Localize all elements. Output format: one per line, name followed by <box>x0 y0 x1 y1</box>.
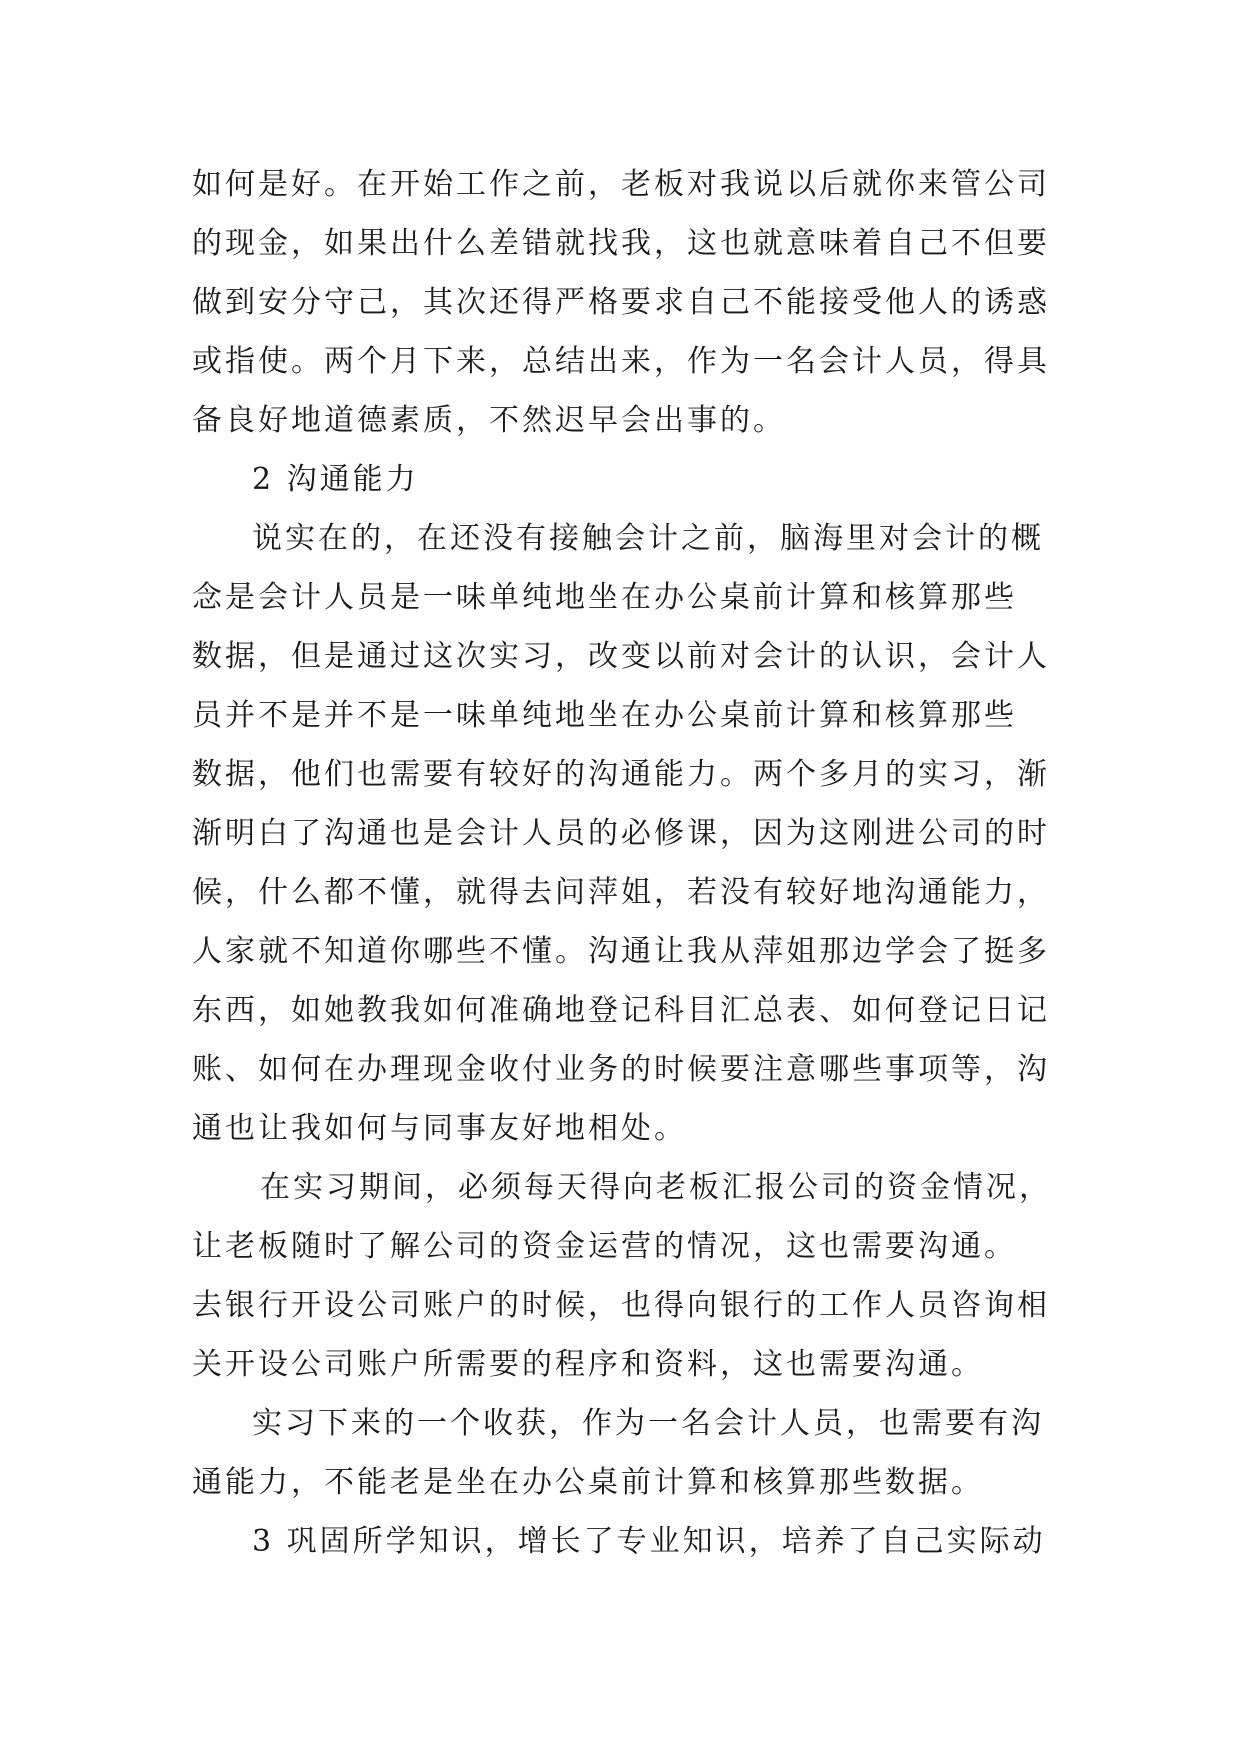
text-line: 通能力，不能老是坐在办公桌前计算和核算那些数据。 <box>192 1465 984 1500</box>
text-line: 人家就不知道你哪些不懂。沟通让我从萍姐那边学会了挺多 <box>192 934 1050 969</box>
body-text <box>192 155 1052 1571</box>
text-line: 的现金，如果出什么差错就找我，这也就意味着自己不但要 <box>192 226 1050 261</box>
text-line: 员并不是并不是一味单纯地坐在办公桌前计算和核算那些 <box>192 698 1017 733</box>
paragraph-start: 实习下来的一个收获，作为一名会计人员，也需要有沟 <box>252 1406 1044 1441</box>
text-line: 做到安分守己，其次还得严格要求自己不能接受他人的诱惑 <box>192 285 1050 320</box>
section-heading-communication: 2 沟通能力 <box>252 462 419 497</box>
paragraph-start: 在实习期间，必须每天得向老板汇报公司的资金情况， <box>260 1170 1052 1205</box>
text-line: 渐明白了沟通也是会计人员的必修课，因为这刚进公司的时 <box>192 816 1050 851</box>
text-line: 或指使。两个月下来，总结出来，作为一名会计人员，得具 <box>192 344 1050 379</box>
section-heading-knowledge: 3 巩固所学知识，增长了专业知识，培养了自己实际动 <box>252 1524 1046 1559</box>
text-line: 关开设公司账户所需要的程序和资料，这也需要沟通。 <box>192 1347 984 1382</box>
text-line: 候，什么都不懂，就得去问萍姐，若没有较好地沟通能力， <box>192 875 1050 910</box>
text-line: 如何是好。在开始工作之前，老板对我说以后就你来管公司 <box>192 167 1050 202</box>
text-line: 数据，他们也需要有较好的沟通能力。两个多月的实习，渐 <box>192 757 1050 792</box>
text-line: 念是会计人员是一味单纯地坐在办公桌前计算和核算那些 <box>192 580 1017 615</box>
text-line: 备良好地道德素质，不然迟早会出事的。 <box>192 403 786 438</box>
text-line: 去银行开设公司账户的时候，也得向银行的工作人员咨询相 <box>192 1288 1050 1323</box>
text-line: 让老板随时了解公司的资金运营的情况，这也需要沟通。 <box>192 1229 1017 1264</box>
text-line: 东西，如她教我如何准确地登记科目汇总表、如何登记日记 <box>192 993 1050 1028</box>
text-line: 通也让我如何与同事友好地相处。 <box>192 1111 687 1146</box>
paragraph-start: 说实在的，在还没有接触会计之前，脑海里对会计的概 <box>252 521 1044 556</box>
text-line: 账、如何在办理现金收付业务的时候要注意哪些事项等，沟 <box>192 1052 1050 1087</box>
text-line: 数据，但是通过这次实习，改变以前对会计的认识，会计人 <box>192 639 1050 674</box>
